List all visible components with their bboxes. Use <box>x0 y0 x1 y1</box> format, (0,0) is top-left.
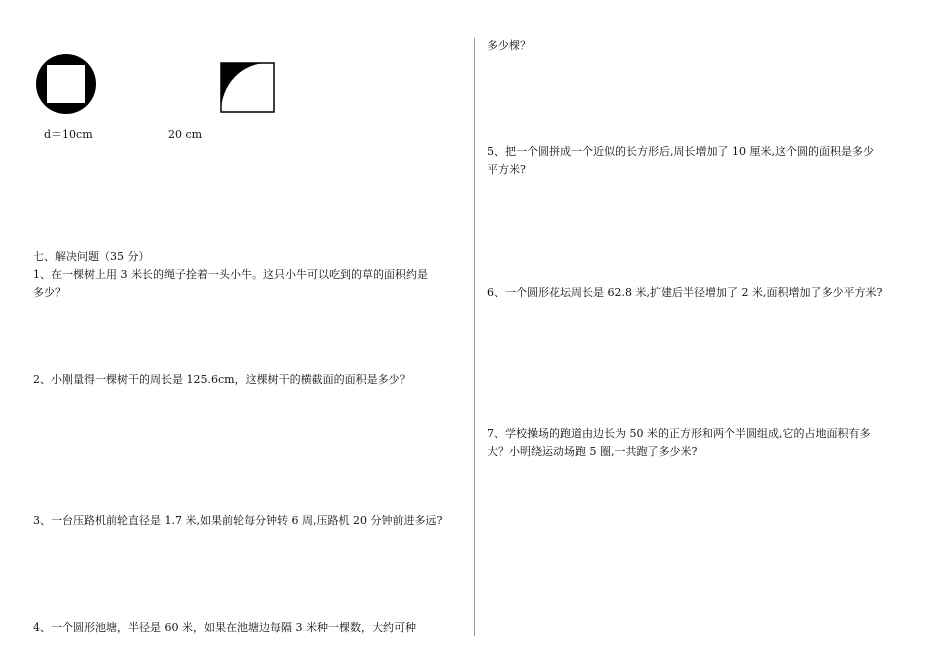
question-2: 2、小刚量得一棵树干的周长是 125.6cm，这棵树干的横截面的面积是多少？ <box>33 373 411 386</box>
question-7-line1: 7、学校操场的跑道由边长为 50 米的正方形和两个半圆组成,它的占地面积有多 <box>487 427 871 440</box>
question-5-line1: 5、把一个圆拼成一个近似的长方形后,周长增加了 10 厘米,这个圆的面积是多少 <box>487 145 874 158</box>
square-quarter-circle-figure <box>220 62 276 114</box>
question-5-line2: 平方米? <box>487 163 526 176</box>
figure2-label: 20 cm <box>168 128 203 141</box>
question-6: 6、一个圆形花坛周长是 62.8 米,扩建后半径增加了 2 米,面积增加了多少平方米? <box>487 286 883 299</box>
circle-square-figure <box>34 53 98 115</box>
question-4-line1: 4、一个圆形池塘，半径是 60 米，如果在池塘边每隔 3 米种一棵数，大约可种 <box>33 621 416 634</box>
question-7-line2: 大？小明绕运动场跑 5 圈,一共跑了多少米? <box>487 445 698 458</box>
question-1-line1: 1、在一棵树上用 3 米长的绳子拴着一头小牛。这只小牛可以吃到的草的面积约是 <box>33 268 428 281</box>
section-title: 七、解决问题（35 分） <box>33 250 150 263</box>
question-3: 3、一台压路机前轮直径是 1.7 米,如果前轮每分钟转 6 周,压路机 20 分钟前进多远? <box>33 514 443 527</box>
column-divider <box>474 38 475 636</box>
question-4-line2: 多少棵？ <box>487 39 531 52</box>
question-1-line2: 多少？ <box>33 286 66 299</box>
figure1-label: d＝10cm <box>44 128 93 141</box>
